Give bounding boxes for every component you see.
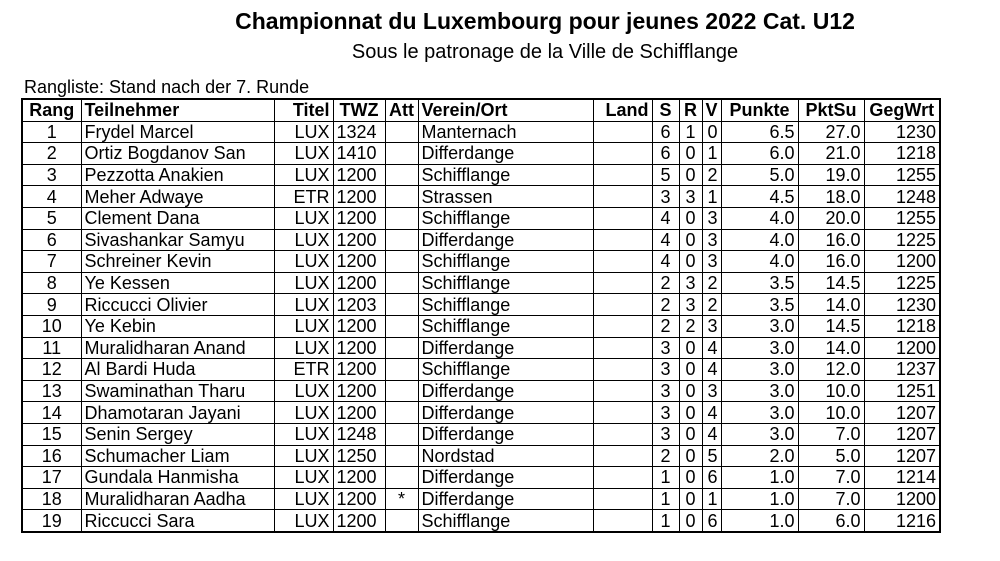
table-row: [22, 510, 940, 532]
cell-name: Ye Kebin: [81, 315, 274, 337]
cell-pktsu: 10.0: [798, 402, 864, 424]
cell-name: Ortiz Bogdanov San: [81, 143, 274, 165]
cell-pktsu: 5.0: [798, 445, 864, 467]
cell-att: [385, 164, 418, 186]
cell-rang: 11: [22, 337, 81, 359]
cell-s: 1: [652, 467, 679, 489]
cell-pktsu: 7.0: [798, 488, 864, 510]
cell-land: [593, 207, 652, 229]
page-subtitle: Sous le patronage de la Ville de Schifflange: [351, 41, 739, 63]
cell-land: [593, 229, 652, 251]
cell-land: [593, 423, 652, 445]
col-header-teilnehmer: Teilnehmer: [81, 99, 274, 121]
cell-land: [593, 294, 652, 316]
cell-twz: 1200: [333, 207, 385, 229]
cell-punkte: 2.0: [721, 445, 798, 467]
cell-att: [385, 445, 418, 467]
cell-att: [385, 402, 418, 424]
cell-s: 3: [652, 402, 679, 424]
cell-r: 0: [679, 445, 702, 467]
col-header-twz: TWZ: [333, 99, 385, 121]
cell-gegwrt: 1200: [864, 251, 940, 273]
cell-gegwrt: 1230: [864, 294, 940, 316]
cell-s: 6: [652, 121, 679, 143]
cell-name: Muralidharan Aadha: [81, 488, 274, 510]
cell-r: 2: [679, 315, 702, 337]
cell-titel: LUX: [274, 467, 333, 489]
cell-gegwrt: 1218: [864, 315, 940, 337]
cell-gegwrt: 1214: [864, 467, 940, 489]
cell-verein: Schifflange: [418, 164, 593, 186]
cell-rang: 7: [22, 251, 81, 273]
table-row: [22, 402, 940, 424]
cell-s: 1: [652, 488, 679, 510]
cell-verein: Schifflange: [418, 510, 593, 532]
cell-rang: 5: [22, 207, 81, 229]
cell-punkte: 3.5: [721, 294, 798, 316]
cell-land: [593, 164, 652, 186]
cell-land: [593, 488, 652, 510]
table-row: [22, 359, 940, 381]
cell-twz: 1200: [333, 380, 385, 402]
cell-rang: 17: [22, 467, 81, 489]
cell-rang: 14: [22, 402, 81, 424]
cell-land: [593, 380, 652, 402]
cell-s: 2: [652, 315, 679, 337]
cell-name: Riccucci Olivier: [81, 294, 274, 316]
cell-v: 3: [702, 207, 721, 229]
cell-verein: Strassen: [418, 186, 593, 208]
cell-v: 3: [702, 315, 721, 337]
cell-gegwrt: 1237: [864, 359, 940, 381]
cell-titel: LUX: [274, 121, 333, 143]
cell-verein: Schifflange: [418, 207, 593, 229]
table-row: [22, 164, 940, 186]
cell-titel: LUX: [274, 164, 333, 186]
cell-twz: 1200: [333, 315, 385, 337]
cell-rang: 19: [22, 510, 81, 532]
cell-name: Clement Dana: [81, 207, 274, 229]
cell-name: Muralidharan Anand: [81, 337, 274, 359]
cell-titel: LUX: [274, 143, 333, 165]
cell-titel: LUX: [274, 488, 333, 510]
col-header-att: Att: [385, 99, 418, 121]
table-row: [22, 251, 940, 273]
table-row: [22, 380, 940, 402]
cell-r: 0: [679, 488, 702, 510]
cell-pktsu: 21.0: [798, 143, 864, 165]
cell-twz: 1200: [333, 186, 385, 208]
table-row: [22, 121, 940, 143]
cell-punkte: 3.0: [721, 380, 798, 402]
cell-att: [385, 143, 418, 165]
cell-rang: 6: [22, 229, 81, 251]
cell-s: 2: [652, 272, 679, 294]
col-header-gegwrt: GegWrt: [864, 99, 940, 121]
cell-verein: Differdange: [418, 402, 593, 424]
cell-punkte: 6.0: [721, 143, 798, 165]
cell-verein: Nordstad: [418, 445, 593, 467]
cell-name: Frydel Marcel: [81, 121, 274, 143]
cell-punkte: 1.0: [721, 488, 798, 510]
cell-titel: LUX: [274, 402, 333, 424]
cell-land: [593, 359, 652, 381]
cell-pktsu: 14.5: [798, 272, 864, 294]
cell-twz: 1200: [333, 488, 385, 510]
cell-gegwrt: 1248: [864, 186, 940, 208]
cell-punkte: 3.0: [721, 359, 798, 381]
cell-titel: LUX: [274, 315, 333, 337]
cell-r: 3: [679, 294, 702, 316]
cell-titel: LUX: [274, 251, 333, 273]
cell-pktsu: 10.0: [798, 380, 864, 402]
cell-verein: Differdange: [418, 229, 593, 251]
cell-twz: 1200: [333, 467, 385, 489]
cell-land: [593, 510, 652, 532]
cell-verein: Schifflange: [418, 272, 593, 294]
standings-caption: Rangliste: Stand nach der 7. Runde: [24, 77, 310, 97]
cell-name: Riccucci Sara: [81, 510, 274, 532]
cell-pktsu: 7.0: [798, 467, 864, 489]
cell-v: 1: [702, 143, 721, 165]
cell-punkte: 4.0: [721, 229, 798, 251]
cell-pktsu: 27.0: [798, 121, 864, 143]
cell-att: [385, 337, 418, 359]
cell-twz: 1250: [333, 445, 385, 467]
cell-titel: ETR: [274, 359, 333, 381]
table-row: [22, 467, 940, 489]
cell-gegwrt: 1251: [864, 380, 940, 402]
cell-rang: 18: [22, 488, 81, 510]
table-row: [22, 445, 940, 467]
cell-name: Sivashankar Samyu: [81, 229, 274, 251]
cell-v: 0: [702, 121, 721, 143]
cell-s: 4: [652, 251, 679, 273]
cell-name: Meher Adwaye: [81, 186, 274, 208]
cell-pktsu: 19.0: [798, 164, 864, 186]
cell-s: 3: [652, 359, 679, 381]
cell-twz: 1200: [333, 402, 385, 424]
page-title: Championnat du Luxembourg pour jeunes 2022 Cat. U12: [235, 8, 855, 34]
table-row: [22, 488, 940, 510]
table-header-row: [22, 99, 940, 121]
cell-name: Al Bardi Huda: [81, 359, 274, 381]
cell-twz: 1203: [333, 294, 385, 316]
cell-land: [593, 272, 652, 294]
cell-verein: Differdange: [418, 467, 593, 489]
cell-s: 2: [652, 445, 679, 467]
cell-att: *: [385, 488, 418, 510]
table-row: [22, 229, 940, 251]
cell-v: 1: [702, 488, 721, 510]
cell-v: 4: [702, 359, 721, 381]
cell-v: 1: [702, 186, 721, 208]
col-header-s: S: [652, 99, 679, 121]
cell-v: 4: [702, 423, 721, 445]
cell-r: 0: [679, 251, 702, 273]
cell-punkte: 3.5: [721, 272, 798, 294]
cell-r: 0: [679, 229, 702, 251]
cell-gegwrt: 1207: [864, 402, 940, 424]
cell-rang: 13: [22, 380, 81, 402]
cell-gegwrt: 1218: [864, 143, 940, 165]
cell-v: 3: [702, 380, 721, 402]
cell-land: [593, 143, 652, 165]
cell-rang: 16: [22, 445, 81, 467]
col-header-verein: Verein/Ort: [418, 99, 593, 121]
cell-verein: Schifflange: [418, 359, 593, 381]
cell-twz: 1200: [333, 510, 385, 532]
col-header-punkte: Punkte: [721, 99, 798, 121]
col-header-land: Land: [593, 99, 652, 121]
cell-att: [385, 207, 418, 229]
cell-verein: Schifflange: [418, 294, 593, 316]
cell-twz: 1248: [333, 423, 385, 445]
cell-punkte: 3.0: [721, 315, 798, 337]
col-header-titel: Titel: [274, 99, 333, 121]
cell-name: Schumacher Liam: [81, 445, 274, 467]
cell-punkte: 4.5: [721, 186, 798, 208]
cell-verein: Differdange: [418, 423, 593, 445]
cell-r: 0: [679, 164, 702, 186]
col-header-pktsu: PktSu: [798, 99, 864, 121]
table-row: [22, 337, 940, 359]
cell-r: 3: [679, 272, 702, 294]
col-header-rang: Rang: [22, 99, 81, 121]
table-row: [22, 186, 940, 208]
cell-r: 0: [679, 143, 702, 165]
cell-v: 4: [702, 402, 721, 424]
cell-s: 3: [652, 423, 679, 445]
cell-att: [385, 294, 418, 316]
cell-name: Pezzotta Anakien: [81, 164, 274, 186]
cell-v: 2: [702, 294, 721, 316]
cell-rang: 3: [22, 164, 81, 186]
table-row: [22, 143, 940, 165]
cell-gegwrt: 1230: [864, 121, 940, 143]
cell-pktsu: 6.0: [798, 510, 864, 532]
cell-verein: Differdange: [418, 337, 593, 359]
cell-v: 6: [702, 510, 721, 532]
cell-verein: Differdange: [418, 380, 593, 402]
cell-pktsu: 14.0: [798, 337, 864, 359]
cell-r: 0: [679, 380, 702, 402]
cell-s: 6: [652, 143, 679, 165]
cell-titel: LUX: [274, 510, 333, 532]
cell-verein: Manternach: [418, 121, 593, 143]
cell-pktsu: 14.5: [798, 315, 864, 337]
cell-pktsu: 16.0: [798, 229, 864, 251]
cell-verein: Schifflange: [418, 251, 593, 273]
cell-gegwrt: 1200: [864, 337, 940, 359]
cell-punkte: 1.0: [721, 467, 798, 489]
cell-gegwrt: 1255: [864, 164, 940, 186]
cell-r: 0: [679, 207, 702, 229]
cell-s: 4: [652, 229, 679, 251]
cell-punkte: 6.5: [721, 121, 798, 143]
cell-titel: ETR: [274, 186, 333, 208]
cell-twz: 1200: [333, 337, 385, 359]
cell-att: [385, 186, 418, 208]
cell-punkte: 3.0: [721, 337, 798, 359]
cell-rang: 8: [22, 272, 81, 294]
cell-twz: 1410: [333, 143, 385, 165]
cell-twz: 1200: [333, 164, 385, 186]
table-row: [22, 294, 940, 316]
cell-name: Ye Kessen: [81, 272, 274, 294]
cell-gegwrt: 1200: [864, 488, 940, 510]
cell-gegwrt: 1216: [864, 510, 940, 532]
cell-name: Senin Sergey: [81, 423, 274, 445]
cell-rang: 10: [22, 315, 81, 337]
cell-twz: 1200: [333, 272, 385, 294]
cell-v: 5: [702, 445, 721, 467]
cell-pktsu: 16.0: [798, 251, 864, 273]
cell-r: 0: [679, 337, 702, 359]
cell-titel: LUX: [274, 272, 333, 294]
cell-pktsu: 18.0: [798, 186, 864, 208]
cell-r: 0: [679, 359, 702, 381]
cell-pktsu: 12.0: [798, 359, 864, 381]
cell-gegwrt: 1225: [864, 229, 940, 251]
cell-v: 3: [702, 251, 721, 273]
cell-gegwrt: 1255: [864, 207, 940, 229]
cell-r: 0: [679, 402, 702, 424]
cell-s: 3: [652, 380, 679, 402]
cell-s: 1: [652, 510, 679, 532]
cell-land: [593, 467, 652, 489]
cell-titel: LUX: [274, 294, 333, 316]
cell-v: 2: [702, 164, 721, 186]
cell-titel: LUX: [274, 423, 333, 445]
cell-punkte: 4.0: [721, 207, 798, 229]
cell-s: 4: [652, 207, 679, 229]
cell-att: [385, 272, 418, 294]
col-header-r: R: [679, 99, 702, 121]
cell-s: 3: [652, 337, 679, 359]
cell-r: 3: [679, 186, 702, 208]
cell-punkte: 4.0: [721, 251, 798, 273]
standings-table: [21, 98, 941, 533]
cell-titel: LUX: [274, 207, 333, 229]
cell-v: 6: [702, 467, 721, 489]
cell-titel: LUX: [274, 229, 333, 251]
cell-twz: 1324: [333, 121, 385, 143]
cell-rang: 2: [22, 143, 81, 165]
cell-twz: 1200: [333, 229, 385, 251]
cell-att: [385, 380, 418, 402]
cell-att: [385, 423, 418, 445]
cell-att: [385, 315, 418, 337]
table-row: [22, 207, 940, 229]
cell-att: [385, 121, 418, 143]
cell-land: [593, 251, 652, 273]
table-row: [22, 272, 940, 294]
cell-pktsu: 14.0: [798, 294, 864, 316]
cell-land: [593, 186, 652, 208]
cell-punkte: 3.0: [721, 423, 798, 445]
cell-punkte: 3.0: [721, 402, 798, 424]
cell-twz: 1200: [333, 251, 385, 273]
cell-r: 0: [679, 510, 702, 532]
cell-punkte: 5.0: [721, 164, 798, 186]
cell-att: [385, 251, 418, 273]
cell-pktsu: 7.0: [798, 423, 864, 445]
cell-verein: Differdange: [418, 143, 593, 165]
cell-name: Gundala Hanmisha: [81, 467, 274, 489]
cell-s: 2: [652, 294, 679, 316]
cell-att: [385, 359, 418, 381]
cell-land: [593, 337, 652, 359]
cell-gegwrt: 1207: [864, 445, 940, 467]
cell-verein: Differdange: [418, 488, 593, 510]
cell-land: [593, 445, 652, 467]
cell-s: 5: [652, 164, 679, 186]
cell-twz: 1200: [333, 359, 385, 381]
cell-rang: 9: [22, 294, 81, 316]
cell-r: 0: [679, 423, 702, 445]
cell-titel: LUX: [274, 337, 333, 359]
cell-rang: 4: [22, 186, 81, 208]
cell-s: 3: [652, 186, 679, 208]
cell-att: [385, 467, 418, 489]
cell-name: Dhamotaran Jayani: [81, 402, 274, 424]
cell-rang: 12: [22, 359, 81, 381]
table-row: [22, 423, 940, 445]
cell-r: 0: [679, 467, 702, 489]
cell-land: [593, 121, 652, 143]
cell-r: 1: [679, 121, 702, 143]
cell-titel: LUX: [274, 445, 333, 467]
col-header-v: V: [702, 99, 721, 121]
cell-punkte: 1.0: [721, 510, 798, 532]
cell-att: [385, 229, 418, 251]
cell-v: 3: [702, 229, 721, 251]
cell-land: [593, 315, 652, 337]
cell-name: Schreiner Kevin: [81, 251, 274, 273]
cell-pktsu: 20.0: [798, 207, 864, 229]
cell-rang: 15: [22, 423, 81, 445]
cell-land: [593, 402, 652, 424]
cell-gegwrt: 1207: [864, 423, 940, 445]
cell-titel: LUX: [274, 380, 333, 402]
cell-att: [385, 510, 418, 532]
cell-gegwrt: 1225: [864, 272, 940, 294]
cell-rang: 1: [22, 121, 81, 143]
table-row: [22, 315, 940, 337]
cell-verein: Schifflange: [418, 315, 593, 337]
cell-name: Swaminathan Tharu: [81, 380, 274, 402]
cell-v: 4: [702, 337, 721, 359]
cell-v: 2: [702, 272, 721, 294]
